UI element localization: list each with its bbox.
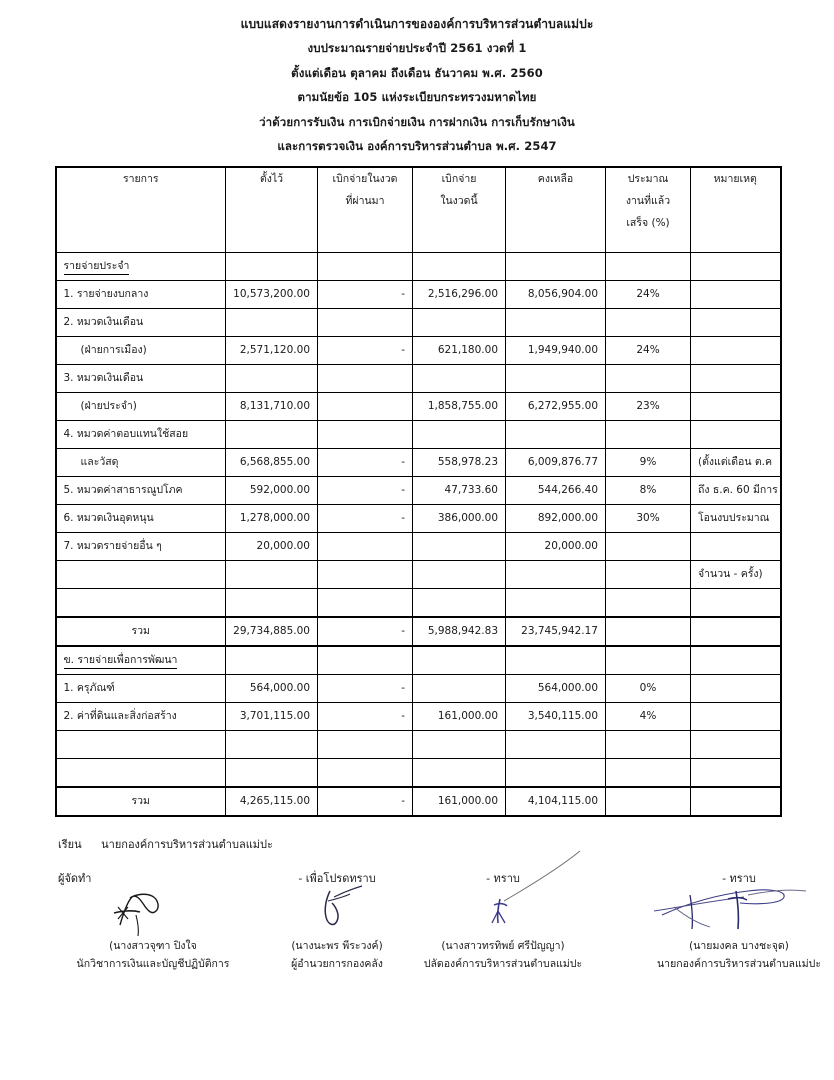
column-header-cur-line-2: ในงวดนี้ [440,194,478,207]
section-a-set-cell [226,253,318,281]
signature-title-chief-administrator: ปลัดองค์การบริหารส่วนตำบลแม่ปะ [423,958,583,970]
document-header [0,0,834,153]
budget-report-table [55,166,782,818]
handwritten-signature-icon [644,885,834,937]
cell-note [691,731,781,759]
cell-cur: 386,000.00 [413,505,506,533]
cell-cur: 1,858,755.00 [413,393,506,421]
cell-pct [606,589,691,618]
cell-cur: 47,733.60 [413,477,506,505]
attention-target: นายกองค์การบริหารส่วนตำบลแม่ปะ [101,838,273,851]
column-header-current-period [413,167,506,253]
signature-block-mayor [644,869,834,972]
table-row [56,759,781,788]
cell-cur [413,675,506,703]
signature-ink-finance-director [242,885,432,937]
header-title-line-4: ตามนัยข้อ 105 แห่งระเบียบกระทรวงมหาดไทย [297,90,537,104]
cell-prev [318,561,413,589]
cell-cur [413,533,506,561]
cell-cur [413,421,506,449]
cell-left: 4,104,115.00 [506,787,606,816]
cell-pct: 8% [606,477,691,505]
cell-pct [606,533,691,561]
cell-left [506,589,606,618]
section-a-title-cell [56,253,226,281]
signature-title-preparer: นักวิชาการเงินและบัญชีปฏิบัติการ [76,958,230,970]
cell-pct [606,759,691,788]
table-row [56,561,781,589]
table-row [56,309,781,337]
cell-pct [606,787,691,816]
cell-cur [413,365,506,393]
cell-note [691,309,781,337]
cell-set: 2,571,120.00 [226,337,318,365]
cell-prev: - [318,281,413,309]
cell-item: 1. ครุภัณฑ์ [56,675,226,703]
cell-set: 6,568,855.00 [226,449,318,477]
cell-pct: 23% [606,393,691,421]
cell-item [56,589,226,618]
handwritten-signature-icon [242,885,432,937]
cell-note [691,533,781,561]
section-a-label: รายจ่ายประจำ [64,259,130,275]
table-row [56,533,781,561]
section-a-left-cell [506,253,606,281]
cell-set: 1,278,000.00 [226,505,318,533]
cell-cur: 161,000.00 [413,703,506,731]
cell-item: รวม [56,617,226,646]
section-b-title-row [56,646,781,675]
cell-prev: - [318,505,413,533]
signature-title-mayor: นายกองค์การบริหารส่วนตำบลแม่ปะ [657,958,821,970]
cell-prev: - [318,449,413,477]
cell-prev: - [318,675,413,703]
cell-set: 20,000.00 [226,533,318,561]
column-header-prev-line-1: เบิกจ่ายในงวด [332,172,398,185]
column-header-remark [691,167,781,253]
section-b-set-cell [226,646,318,675]
cell-set [226,589,318,618]
cell-item: รวม [56,787,226,816]
header-title-line-6: และการตรวจเงิน องค์การบริหารส่วนตำบล พ.ศ. 2547 [277,139,557,153]
column-header-item-line-1: รายการ [122,172,159,185]
column-header-pct-line-3: เสร็จ (%) [626,216,670,229]
table-header-row [56,167,781,253]
cell-prev [318,365,413,393]
cell-left: 544,266.40 [506,477,606,505]
column-header-remaining-line-1: คงเหลือ [537,172,574,185]
cell-set: 3,701,115.00 [226,703,318,731]
cell-set: 8,131,710.00 [226,393,318,421]
column-header-cur-line-1: เบิกจ่าย [441,172,477,185]
cell-cur: 558,978.23 [413,449,506,477]
cell-pct: 0% [606,675,691,703]
cell-set: 10,573,200.00 [226,281,318,309]
cell-set [226,309,318,337]
cell-note [691,759,781,788]
cell-note [691,421,781,449]
handwritten-signature-icon [408,885,598,937]
cell-prev [318,589,413,618]
table-row [56,393,781,421]
cell-left: 20,000.00 [506,533,606,561]
table-row [56,731,781,759]
total-row-section-b [56,787,781,816]
cell-set [226,365,318,393]
cell-left [506,309,606,337]
cell-prev [318,309,413,337]
column-header-prev-period [318,167,413,253]
cell-set [226,731,318,759]
cell-set [226,759,318,788]
section-b-label: ข. รายจ่ายเพื่อการพัฒนา [64,653,178,669]
signature-action-chief-administrator: - ทราบ [486,872,520,885]
section-a-note-cell [691,253,781,281]
cell-left: 8,056,904.00 [506,281,606,309]
cell-item: 2. หมวดเงินเดือน [56,309,226,337]
column-header-pct-line-1: ประมาณ [627,172,669,185]
cell-pct: 4% [606,703,691,731]
column-header-percent-complete [606,167,691,253]
cell-note: ถึง ธ.ค. 60 มีการ [691,477,781,505]
cell-pct [606,365,691,393]
header-title-line-3: ตั้งแต่เดือน ตุลาคม ถึงเดือน ธันวาคม พ.ศ. 2560 [291,65,543,80]
cell-pct: 30% [606,505,691,533]
cell-left [506,731,606,759]
cell-prev: - [318,703,413,731]
signature-grid [58,869,834,989]
cell-item: (ฝ่ายการเมือง) [56,337,226,365]
cell-prev [318,759,413,788]
signature-block-chief-administrator [408,869,598,972]
section-b-left-cell [506,646,606,675]
table-header [56,167,781,253]
column-header-pct-line-2: งานที่แล้ว [625,194,671,207]
cell-cur: 621,180.00 [413,337,506,365]
cell-set: 29,734,885.00 [226,617,318,646]
header-title-line-2: งบประมาณรายจ่ายประจำปี 2561 งวดที่ 1 [307,41,527,55]
cell-item: 3. หมวดเงินเดือน [56,365,226,393]
cell-item: 6. หมวดเงินอุดหนุน [56,505,226,533]
section-a-cur-cell [413,253,506,281]
section-a-pct-cell [606,253,691,281]
cell-item [56,759,226,788]
section-a-title-row [56,253,781,281]
cell-left: 6,272,955.00 [506,393,606,421]
signature-name-chief-administrator: (นางสาวทรทิพย์ ศรีปัญญา) [441,940,565,952]
cell-left [506,561,606,589]
column-header-set-line-1: ตั้งไว้ [259,172,284,185]
signature-ink-preparer [58,885,248,937]
cell-cur: 5,988,942.83 [413,617,506,646]
cell-pct [606,309,691,337]
signature-action-preparer: ผู้จัดทำ [58,872,92,885]
cell-note [691,675,781,703]
cell-cur [413,759,506,788]
cell-prev [318,421,413,449]
table-row [56,421,781,449]
section-a-prev-cell [318,253,413,281]
cell-prev [318,731,413,759]
cell-cur [413,589,506,618]
table-row [56,675,781,703]
cell-cur [413,561,506,589]
cell-item: (ฝ่ายประจำ) [56,393,226,421]
cell-note [691,337,781,365]
cell-note: (ตั้งแต่เดือน ต.ค [691,449,781,477]
signature-ink-mayor [644,885,834,937]
section-b-prev-cell [318,646,413,675]
column-header-remaining [506,167,606,253]
attention-line [58,835,834,853]
cell-pct [606,617,691,646]
handwritten-signature-icon [58,885,248,937]
cell-note [691,281,781,309]
cell-item: 2. ค่าที่ดินและสิ่งก่อสร้าง [56,703,226,731]
cell-item: 4. หมวดค่าตอบแทนใช้สอย [56,421,226,449]
cell-pct: 24% [606,337,691,365]
header-title-line-1: แบบแสดงรายงานการดำเนินการขององค์การบริหารส่วนตำบลแม่ปะ [240,17,594,31]
cell-pct: 9% [606,449,691,477]
column-header-prev-line-2: ที่ผ่านมา [345,194,385,207]
total-row-section-a [56,617,781,646]
signature-block-finance-director [242,869,432,972]
cell-cur: 161,000.00 [413,787,506,816]
cell-item: 1. รายจ่ายงบกลาง [56,281,226,309]
cell-note [691,703,781,731]
cell-pct [606,561,691,589]
cell-left [506,365,606,393]
cell-item: 7. หมวดรายจ่ายอื่น ๆ [56,533,226,561]
cell-prev: - [318,787,413,816]
cell-left: 564,000.00 [506,675,606,703]
signature-action-mayor: - ทราบ [722,872,756,885]
table-row [56,703,781,731]
cell-note: โอนงบประมาณ [691,505,781,533]
signature-name-finance-director: (นางนะพร พีระวงค์) [291,940,383,952]
cell-note [691,365,781,393]
cell-left [506,759,606,788]
cell-cur: 2,516,296.00 [413,281,506,309]
signature-name-mayor: (นายมงคล บางชะจุด) [689,940,789,952]
table-row [56,365,781,393]
report-table-container [55,166,780,818]
cell-prev: - [318,617,413,646]
cell-set: 592,000.00 [226,477,318,505]
column-header-remark-line-1: หมายเหตุ [713,172,757,185]
signature-ink-chief-administrator [408,885,598,937]
table-row [56,477,781,505]
cell-pct [606,731,691,759]
cell-set: 4,265,115.00 [226,787,318,816]
cell-cur [413,731,506,759]
cell-note [691,393,781,421]
cell-item: และวัสดุ [56,449,226,477]
cell-prev [318,393,413,421]
cell-prev: - [318,337,413,365]
cell-pct: 24% [606,281,691,309]
table-row [56,505,781,533]
cell-pct [606,421,691,449]
cell-set [226,561,318,589]
signature-title-finance-director: ผู้อำนวยการกองคลัง [291,958,383,970]
signature-name-preparer: (นางสาวจุฑา ปิงใจ [109,940,197,952]
cell-set [226,421,318,449]
column-header-item [56,167,226,253]
cell-left: 3,540,115.00 [506,703,606,731]
cell-left: 6,009,876.77 [506,449,606,477]
table-body [56,253,781,817]
cell-cur [413,309,506,337]
cell-left: 1,949,940.00 [506,337,606,365]
cell-note [691,589,781,618]
cell-note: จำนวน - ครั้ง) [691,561,781,589]
table-row [56,589,781,618]
header-title-line-5: ว่าด้วยการรับเงิน การเบิกจ่ายเงิน การฝากเงิน การเก็บรักษาเงิน [259,114,575,129]
cell-prev [318,533,413,561]
section-b-note-cell [691,646,781,675]
section-b-cur-cell [413,646,506,675]
cell-note [691,787,781,816]
table-row [56,281,781,309]
cell-left [506,421,606,449]
cell-prev: - [318,477,413,505]
cell-item [56,731,226,759]
section-b-pct-cell [606,646,691,675]
signature-action-finance-director: - เพื่อโปรดทราบ [298,872,376,885]
signature-area [0,835,834,989]
table-row [56,337,781,365]
cell-item [56,561,226,589]
table-row [56,449,781,477]
section-b-title-cell [56,646,226,675]
cell-left: 892,000.00 [506,505,606,533]
cell-left: 23,745,942.17 [506,617,606,646]
cell-set: 564,000.00 [226,675,318,703]
column-header-set [226,167,318,253]
attention-label: เรียน [58,838,82,851]
cell-note [691,617,781,646]
signature-block-preparer [58,869,248,972]
cell-item: 5. หมวดค่าสาธารณูปโภค [56,477,226,505]
